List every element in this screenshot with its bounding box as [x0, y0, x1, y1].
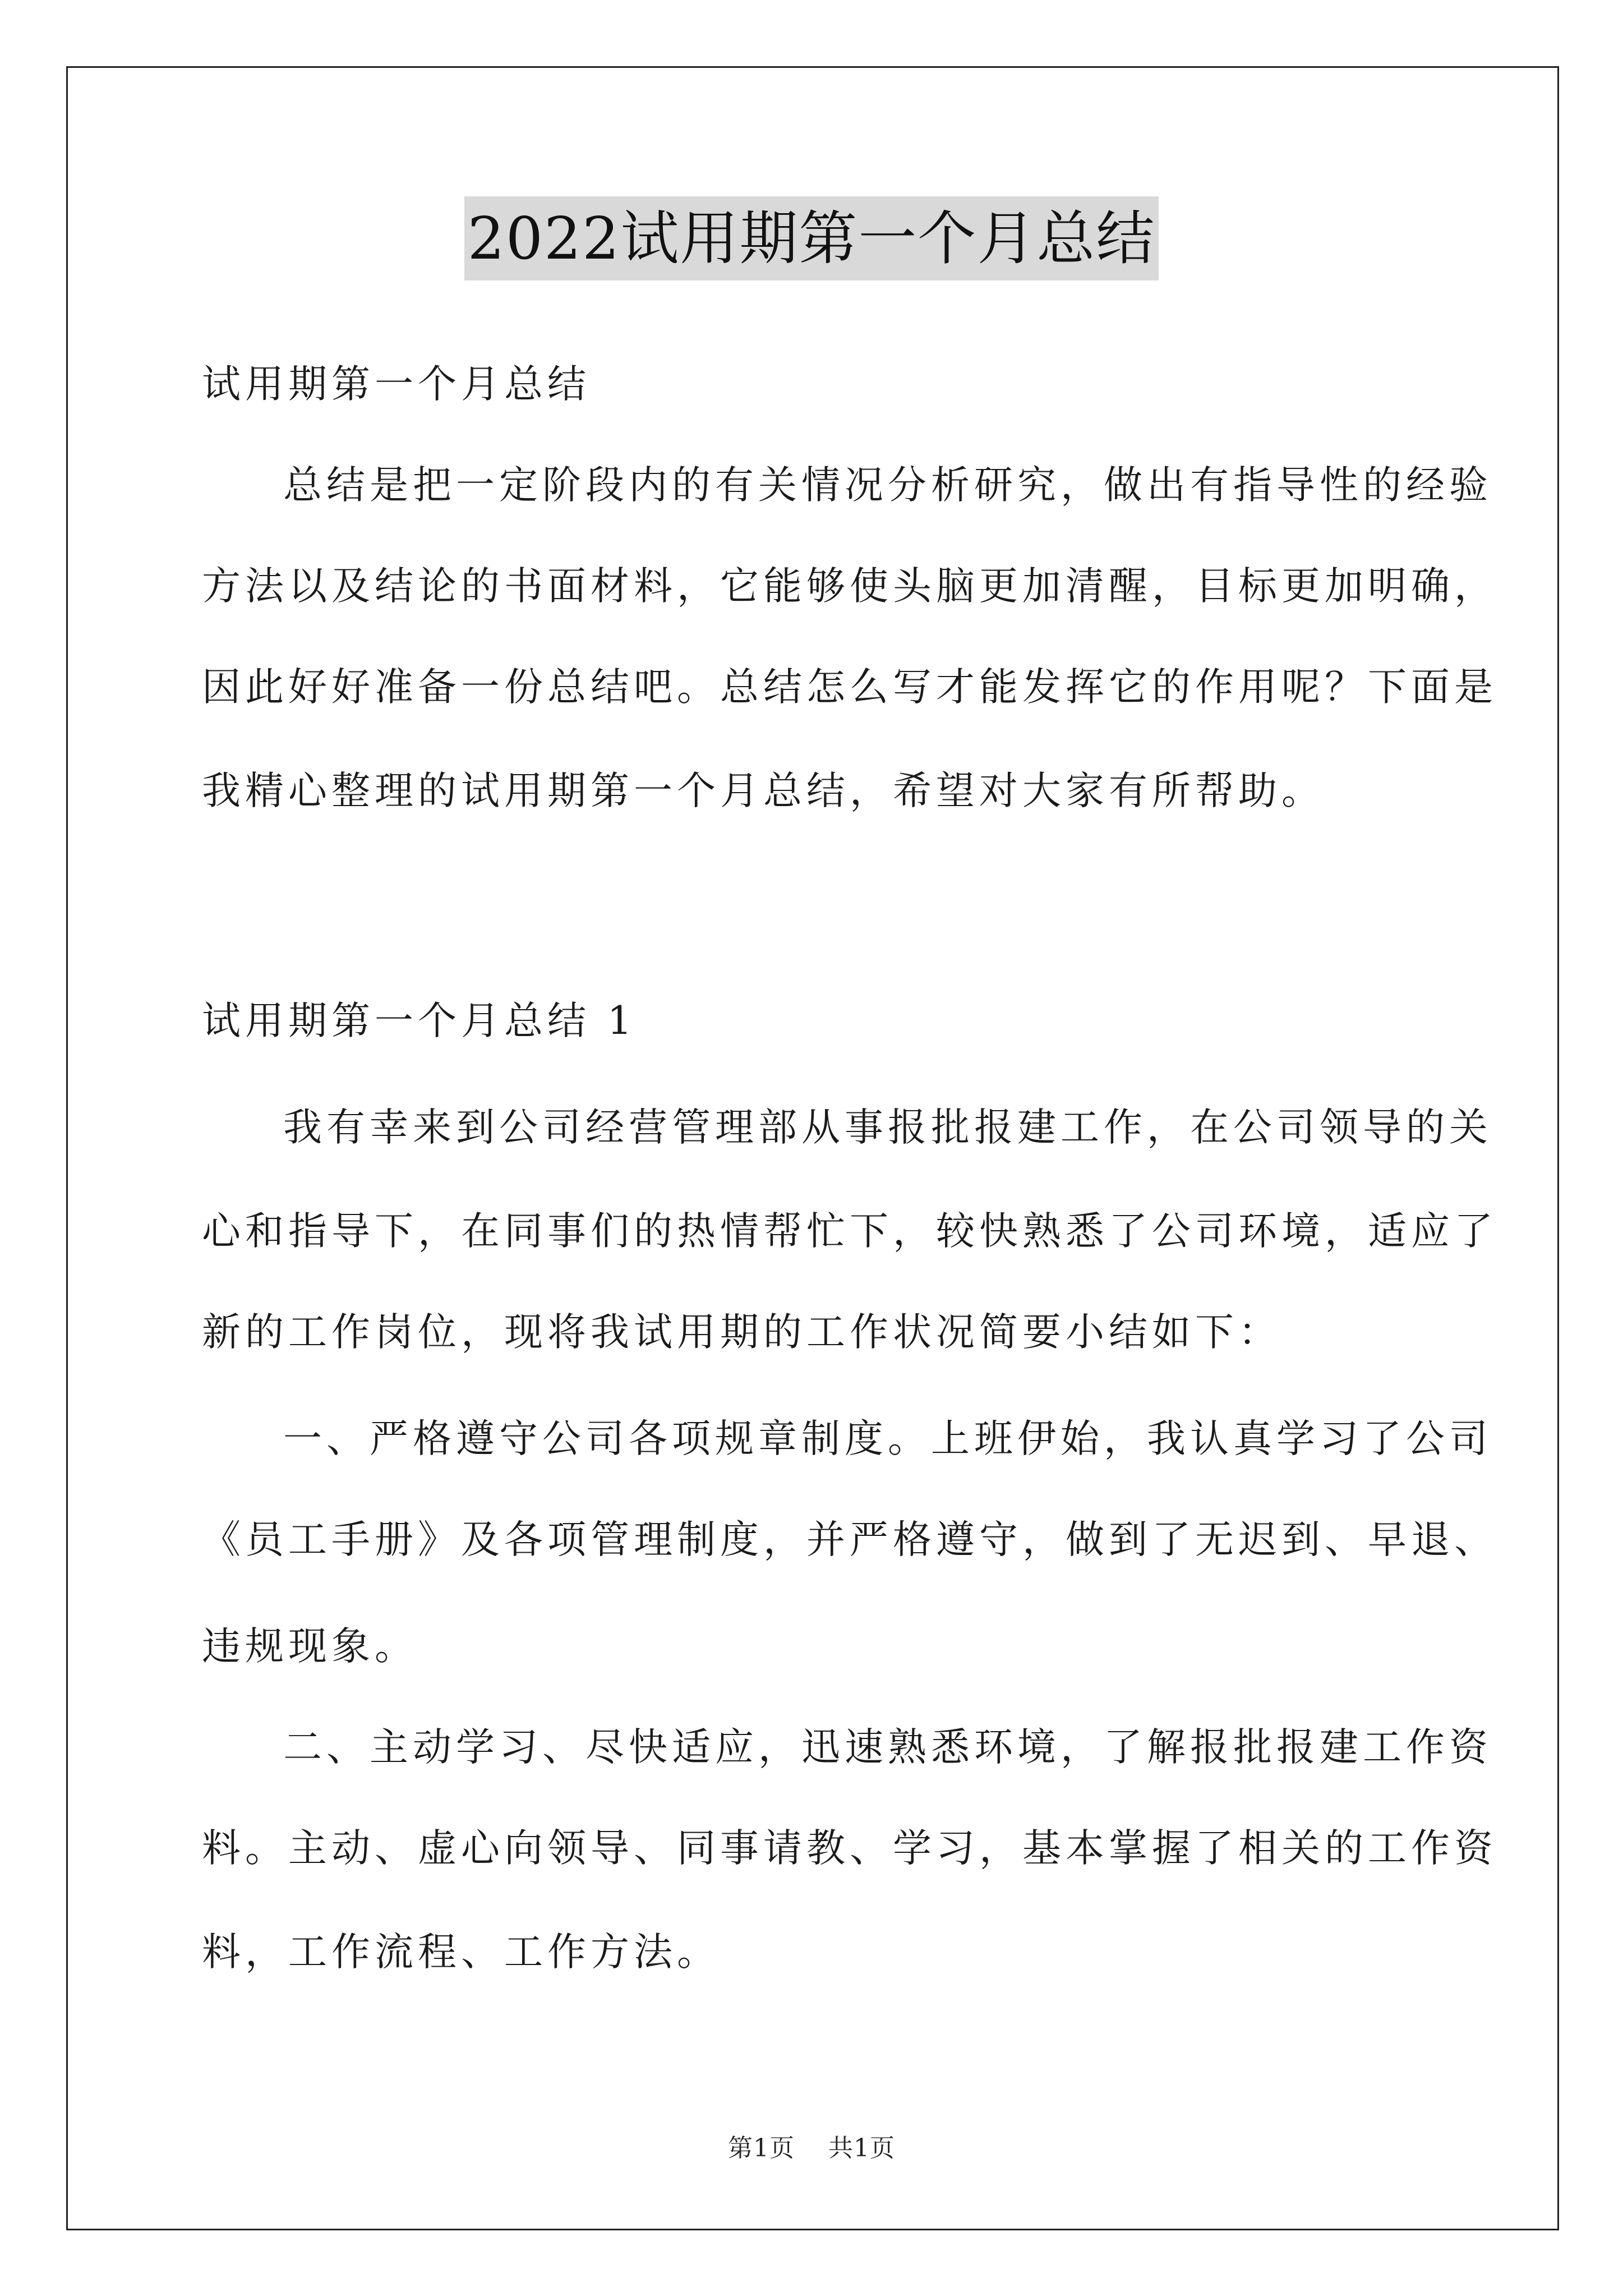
intro-line: 因此好好准备一份总结吧。总结怎么写才能发挥它的作用呢？下面是: [202, 665, 1497, 710]
paragraph-line: 料，工作流程、工作方法。: [202, 1930, 720, 1975]
paragraph-line: 料。主动、虚心向领导、同事请教、学习，基本掌握了相关的工作资: [202, 1826, 1497, 1871]
page-footer: [0, 2132, 1623, 2165]
paragraph-line: 一、严格遵守公司各项规章制度。上班伊始，我认真学习了公司: [283, 1416, 1492, 1461]
page-total: 共1页: [828, 2134, 895, 2162]
paragraph-line: 《员工手册》及各项管理制度，并严格遵守，做到了无迟到、早退、: [202, 1517, 1497, 1562]
section-heading: 试用期第一个月总结 1: [202, 999, 637, 1043]
intro-line: 我精心整理的试用期第一个月总结，希望对大家有所帮助。: [202, 769, 1325, 813]
paragraph-line: 心和指导下，在同事们的热情帮忙下，较快熟悉了公司环境，适应了: [202, 1209, 1497, 1254]
page-number: 第1页: [728, 2134, 795, 2162]
title-container: [0, 196, 1623, 280]
paragraph-line: 违规现象。: [202, 1624, 418, 1669]
document-title: 2022试用期第一个月总结: [464, 196, 1159, 280]
paragraph-line: 二、主动学习、尽快适应，迅速熟悉环境，了解报批报建工作资: [283, 1725, 1492, 1770]
intro-line: 方法以及结论的书面材料，它能够使头脑更加清醒，目标更加明确，: [202, 564, 1497, 609]
paragraph-line: 我有幸来到公司经营管理部从事报批报建工作，在公司领导的关: [283, 1105, 1492, 1150]
document-subtitle: 试用期第一个月总结: [202, 362, 591, 407]
paragraph-line: 新的工作岗位，现将我试用期的工作状况简要小结如下：: [202, 1310, 1281, 1355]
intro-line: 总结是把一定阶段内的有关情况分析研究，做出有指导性的经验: [283, 463, 1492, 508]
